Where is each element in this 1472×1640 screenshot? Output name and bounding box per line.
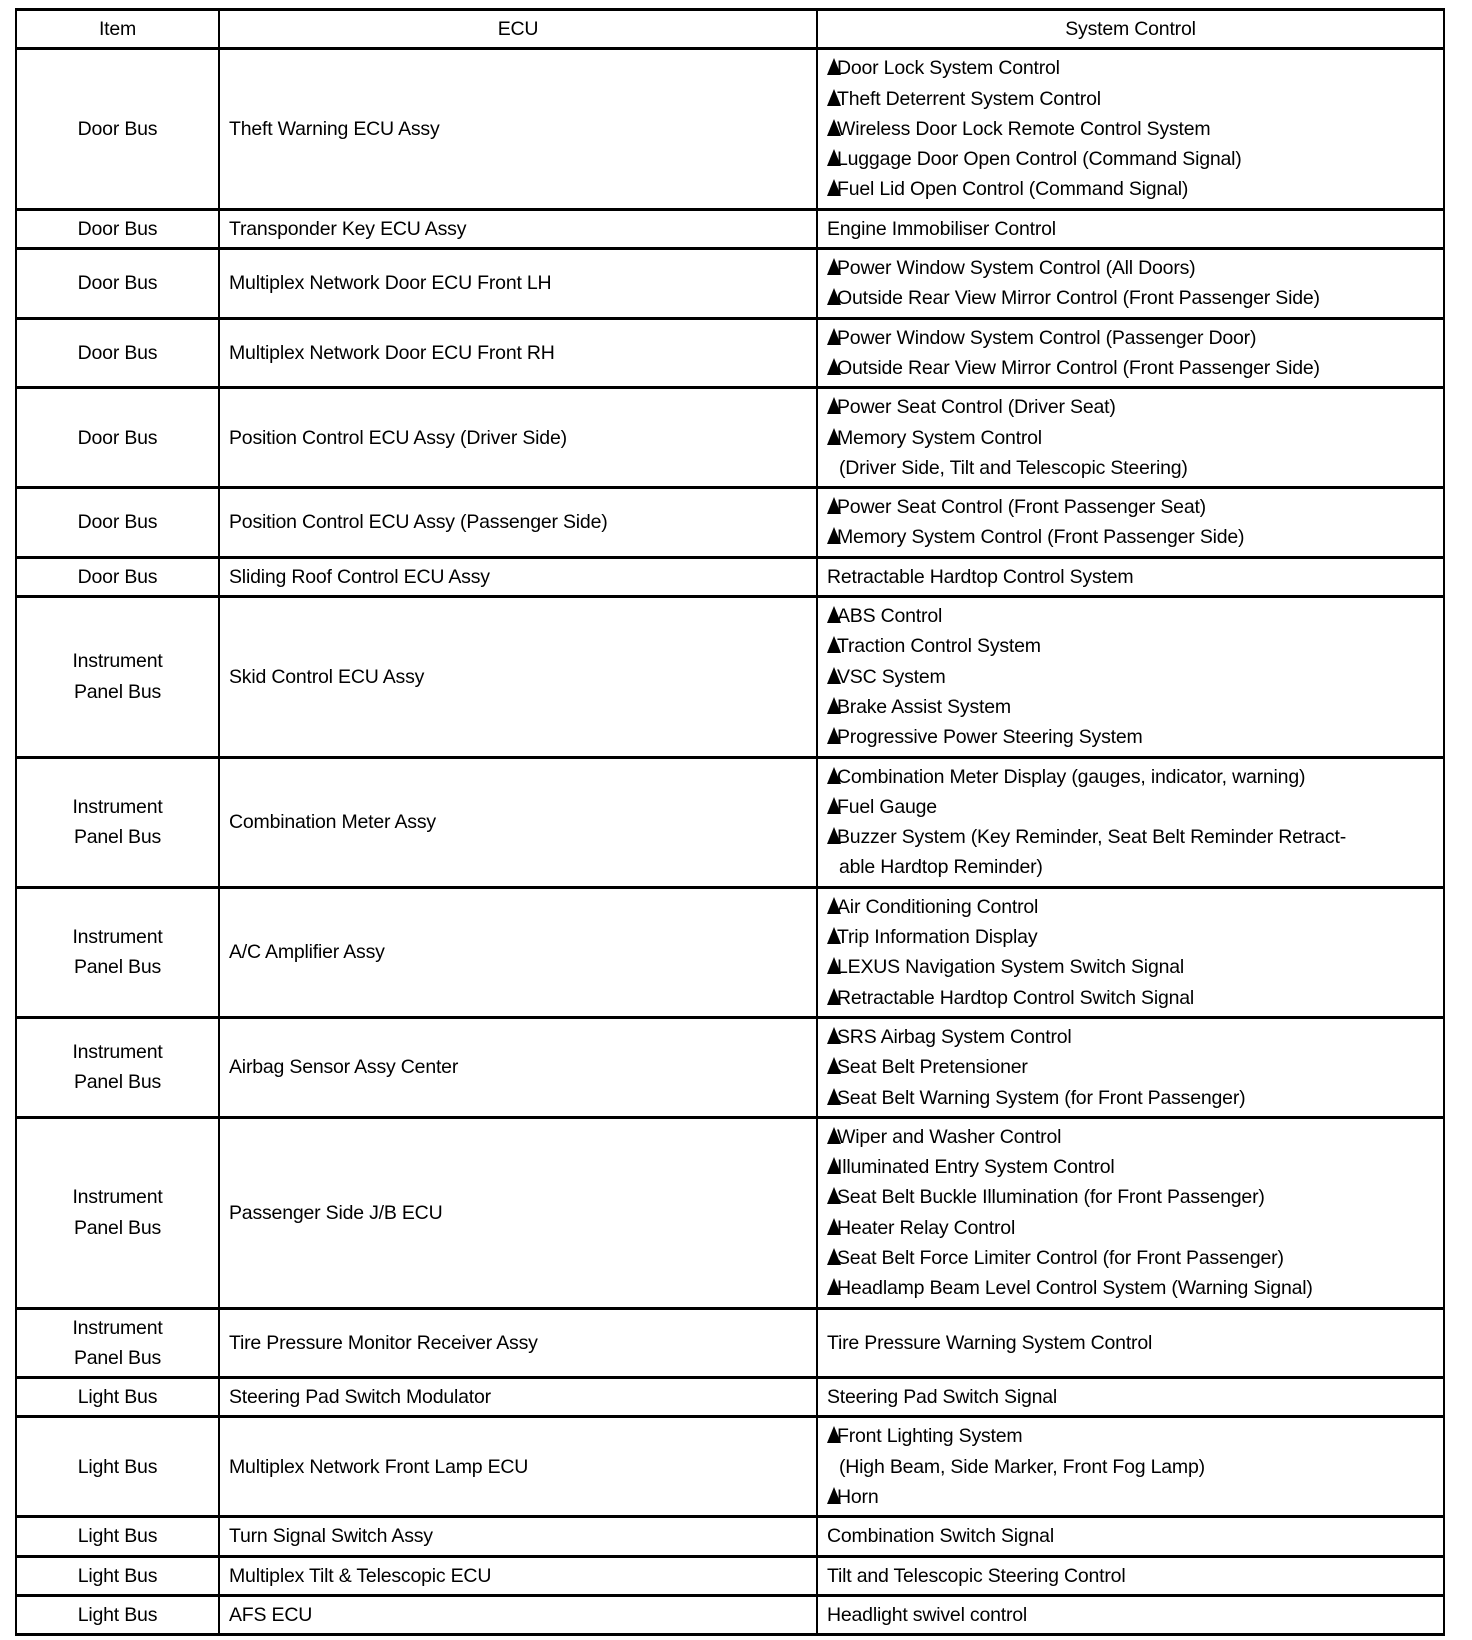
ecu-cell: Theft Warning ECU Assy	[219, 49, 817, 209]
item-text: Light Bus	[77, 1564, 158, 1587]
item-cell	[16, 388, 219, 488]
system-control-item	[827, 1122, 1434, 1152]
item-text: Panel Bus	[73, 956, 162, 979]
system-control-text: Power Window System Control (All Doors)	[837, 257, 1196, 280]
system-control-item	[827, 253, 1434, 283]
system-control-text: Brake Assist System	[837, 695, 1011, 718]
system-control-item	[827, 662, 1434, 692]
system-control-cell	[817, 597, 1444, 757]
item-cell	[16, 1595, 219, 1634]
system-control-text: Wiper and Washer Control	[837, 1125, 1062, 1148]
system-control-item	[827, 283, 1434, 313]
system-control-cell	[817, 887, 1444, 1017]
system-control-item	[827, 1421, 1434, 1451]
table-row	[16, 887, 1444, 1017]
ecu-cell: Combination Meter Assy	[219, 757, 817, 887]
system-control-item	[827, 323, 1434, 353]
system-control-text: Retractable Hardtop Control System	[827, 565, 1134, 588]
system-control-cell	[817, 1308, 1444, 1378]
system-control-text: Fuel Gauge	[837, 795, 937, 818]
system-control-text: Engine Immobiliser Control	[827, 217, 1056, 240]
system-control-text: Memory System Control (Front Passenger Side)	[837, 526, 1245, 549]
item-cell	[16, 1517, 219, 1556]
ecu-cell: AFS ECU	[219, 1595, 817, 1634]
table-row	[16, 1595, 1444, 1634]
ecu-cell: Multiplex Network Door ECU Front RH	[219, 318, 817, 388]
item-text: Door Bus	[77, 565, 158, 588]
system-control-item	[827, 1600, 1434, 1630]
item-cell	[16, 209, 219, 248]
item-cell	[16, 1378, 219, 1417]
system-control-item	[827, 1273, 1434, 1303]
system-control-text: Fuel Lid Open Control (Command Signal)	[837, 178, 1189, 201]
table-row	[16, 1417, 1444, 1517]
table-row	[16, 597, 1444, 757]
system-control-cell	[817, 1517, 1444, 1556]
system-control-item	[827, 144, 1434, 174]
system-control-text: Steering Pad Switch Signal	[827, 1386, 1058, 1409]
system-control-cell	[817, 1017, 1444, 1117]
system-control-text: Tilt and Telescopic Steering Control	[827, 1564, 1126, 1587]
system-control-item	[827, 762, 1434, 792]
ecu-cell: Tire Pressure Monitor Receiver Assy	[219, 1308, 817, 1378]
system-control-item	[827, 562, 1434, 592]
system-control-item	[827, 822, 1434, 852]
system-control-cell	[817, 249, 1444, 319]
table-row	[16, 1556, 1444, 1595]
system-control-text: able Hardtop Reminder)	[839, 856, 1043, 879]
item-text: Door Bus	[77, 511, 158, 534]
system-control-text: Air Conditioning Control	[837, 895, 1039, 918]
table-row	[16, 757, 1444, 887]
system-control-text: Tire Pressure Warning System Control	[827, 1331, 1153, 1354]
system-control-cell	[817, 757, 1444, 887]
system-control-item	[827, 1213, 1434, 1243]
system-control-text: ABS Control	[837, 605, 943, 628]
system-control-text: SRS Airbag System Control	[837, 1025, 1072, 1048]
item-text: Door Bus	[77, 341, 158, 364]
item-cell	[16, 1556, 219, 1595]
system-control-item	[827, 1152, 1434, 1182]
system-control-item	[827, 692, 1434, 722]
system-control-text: (Driver Side, Tilt and Telescopic Steering)	[839, 456, 1188, 479]
item-cell	[16, 1417, 219, 1517]
ecu-cell: Position Control ECU Assy (Driver Side)	[219, 388, 817, 488]
header-system-control: System Control	[817, 10, 1444, 49]
system-control-text: Retractable Hardtop Control Switch Signal	[837, 986, 1195, 1009]
system-control-text: Power Seat Control (Driver Seat)	[837, 396, 1116, 419]
system-control-cell	[817, 557, 1444, 596]
system-control-item	[827, 353, 1434, 383]
item-cell	[16, 757, 219, 887]
system-control-text: Heater Relay Control	[837, 1216, 1016, 1239]
item-text: Panel Bus	[73, 826, 162, 849]
item-text: Instrument	[72, 1041, 163, 1064]
system-control-item	[827, 84, 1434, 114]
system-control-item	[827, 214, 1434, 244]
system-control-item	[827, 1243, 1434, 1273]
ecu-cell: Sliding Roof Control ECU Assy	[219, 557, 817, 596]
ecu-cell: A/C Amplifier Assy	[219, 887, 817, 1017]
system-control-item	[827, 1083, 1434, 1113]
system-control-item	[827, 1182, 1434, 1212]
ecu-cell: Transponder Key ECU Assy	[219, 209, 817, 248]
system-control-text: Outside Rear View Mirror Control (Front Passenger Side)	[837, 356, 1320, 379]
item-text: Instrument	[72, 650, 163, 673]
system-control-text: VSC System	[837, 665, 946, 688]
system-control-item	[827, 892, 1434, 922]
system-control-item	[827, 53, 1434, 83]
item-cell	[16, 557, 219, 596]
system-control-text: Headlamp Beam Level Control System (Warning Signal)	[837, 1277, 1313, 1300]
system-control-cell	[817, 1556, 1444, 1595]
system-control-item	[827, 1521, 1434, 1551]
item-text: Panel Bus	[73, 1346, 162, 1369]
item-cell	[16, 488, 219, 558]
item-text: Panel Bus	[73, 1216, 162, 1239]
item-text: Door Bus	[77, 217, 158, 240]
system-control-item	[827, 174, 1434, 204]
table-row	[16, 49, 1444, 209]
system-control-item	[827, 601, 1434, 631]
system-control-text: Door Lock System Control	[837, 57, 1060, 80]
system-control-text: Outside Rear View Mirror Control (Front Passenger Side)	[837, 287, 1320, 310]
system-control-cell	[817, 1378, 1444, 1417]
system-control-item	[827, 392, 1434, 422]
system-control-cell	[817, 209, 1444, 248]
table-row	[16, 1017, 1444, 1117]
system-control-item	[827, 114, 1434, 144]
table-row	[16, 1308, 1444, 1378]
system-control-item	[827, 922, 1434, 952]
item-text: Door Bus	[77, 117, 158, 140]
ecu-cell: Airbag Sensor Assy Center	[219, 1017, 817, 1117]
system-control-text: Wireless Door Lock Remote Control System	[837, 117, 1211, 140]
item-text: Door Bus	[77, 272, 158, 295]
system-control-item	[827, 792, 1434, 822]
item-cell	[16, 1308, 219, 1378]
system-control-text: Trip Information Display	[837, 926, 1038, 949]
item-cell	[16, 49, 219, 209]
system-control-text: Combination Switch Signal	[827, 1525, 1054, 1548]
item-text: Instrument	[72, 1186, 163, 1209]
ecu-system-control-table	[15, 8, 1445, 1636]
item-cell	[16, 318, 219, 388]
header-row	[16, 10, 1444, 49]
ecu-cell: Turn Signal Switch Assy	[219, 1517, 817, 1556]
header-item: Item	[16, 10, 219, 49]
item-text: Light Bus	[77, 1603, 158, 1626]
item-cell	[16, 249, 219, 319]
system-control-text: Traction Control System	[837, 635, 1041, 658]
ecu-cell: Multiplex Network Door ECU Front LH	[219, 249, 817, 319]
system-control-text: Seat Belt Buckle Illumination (for Front Passenger)	[837, 1186, 1265, 1209]
table-row	[16, 318, 1444, 388]
system-control-text: Seat Belt Pretensioner	[837, 1056, 1028, 1079]
system-control-text: Seat Belt Force Limiter Control (for Front Passenger)	[837, 1246, 1284, 1269]
system-control-item	[827, 492, 1434, 522]
item-text: Instrument	[72, 795, 163, 818]
item-cell	[16, 887, 219, 1017]
table-row	[16, 1117, 1444, 1308]
item-text: Instrument	[72, 926, 163, 949]
system-control-cell	[817, 49, 1444, 209]
item-text: Light Bus	[77, 1525, 158, 1548]
system-control-text: Seat Belt Warning System (for Front Passenger)	[837, 1086, 1246, 1109]
system-control-text: Progressive Power Steering System	[837, 726, 1143, 749]
ecu-cell: Skid Control ECU Assy	[219, 597, 817, 757]
system-control-text: Buzzer System (Key Reminder, Seat Belt Reminder Retract-	[837, 826, 1346, 849]
system-control-cell	[817, 1117, 1444, 1308]
system-control-text: Front Lighting System	[837, 1425, 1023, 1448]
system-control-item	[827, 1561, 1434, 1591]
item-text: Panel Bus	[73, 1071, 162, 1094]
ecu-cell: Steering Pad Switch Modulator	[219, 1378, 817, 1417]
item-text: Instrument	[72, 1316, 163, 1339]
system-control-cell	[817, 1595, 1444, 1634]
system-control-text: Luggage Door Open Control (Command Signal)	[837, 148, 1242, 171]
system-control-item	[827, 631, 1434, 661]
ecu-cell: Multiplex Network Front Lamp ECU	[219, 1417, 817, 1517]
system-control-text: Power Window System Control (Passenger Door)	[837, 326, 1257, 349]
table-row	[16, 1378, 1444, 1417]
item-cell	[16, 597, 219, 757]
system-control-item	[827, 1328, 1434, 1358]
item-text: Panel Bus	[73, 680, 162, 703]
item-cell	[16, 1117, 219, 1308]
system-control-text: (High Beam, Side Marker, Front Fog Lamp)	[839, 1455, 1205, 1478]
system-control-text: Horn	[837, 1486, 879, 1509]
item-text: Light Bus	[77, 1455, 158, 1478]
system-control-item	[827, 423, 1434, 453]
system-control-cell	[817, 488, 1444, 558]
table-row	[16, 209, 1444, 248]
system-control-item	[827, 1452, 1434, 1482]
ecu-cell: Multiplex Tilt & Telescopic ECU	[219, 1556, 817, 1595]
system-control-item	[827, 1022, 1434, 1052]
system-control-text: Illuminated Entry System Control	[837, 1156, 1115, 1179]
ecu-cell: Position Control ECU Assy (Passenger Side)	[219, 488, 817, 558]
system-control-item	[827, 522, 1434, 552]
item-cell	[16, 1017, 219, 1117]
table-row	[16, 388, 1444, 488]
system-control-cell	[817, 1417, 1444, 1517]
table-row	[16, 249, 1444, 319]
system-control-text: Power Seat Control (Front Passenger Seat)	[837, 496, 1206, 519]
system-control-item	[827, 1382, 1434, 1412]
system-control-item	[827, 852, 1434, 882]
header-ecu: ECU	[219, 10, 817, 49]
ecu-cell: Passenger Side J/B ECU	[219, 1117, 817, 1308]
system-control-item	[827, 722, 1434, 752]
system-control-item	[827, 1052, 1434, 1082]
system-control-text: Combination Meter Display (gauges, indicator, warning)	[837, 765, 1306, 788]
system-control-item	[827, 952, 1434, 982]
system-control-item	[827, 983, 1434, 1013]
system-control-text: Headlight swivel control	[827, 1603, 1028, 1626]
item-text: Light Bus	[77, 1386, 158, 1409]
system-control-cell	[817, 318, 1444, 388]
system-control-item	[827, 453, 1434, 483]
table-row	[16, 488, 1444, 558]
system-control-cell	[817, 388, 1444, 488]
system-control-text: Theft Deterrent System Control	[837, 87, 1101, 110]
system-control-text: Memory System Control	[837, 426, 1042, 449]
system-control-item	[827, 1482, 1434, 1512]
table-row	[16, 557, 1444, 596]
item-text: Door Bus	[77, 426, 158, 449]
system-control-text: LEXUS Navigation System Switch Signal	[837, 956, 1185, 979]
table-row	[16, 1517, 1444, 1556]
